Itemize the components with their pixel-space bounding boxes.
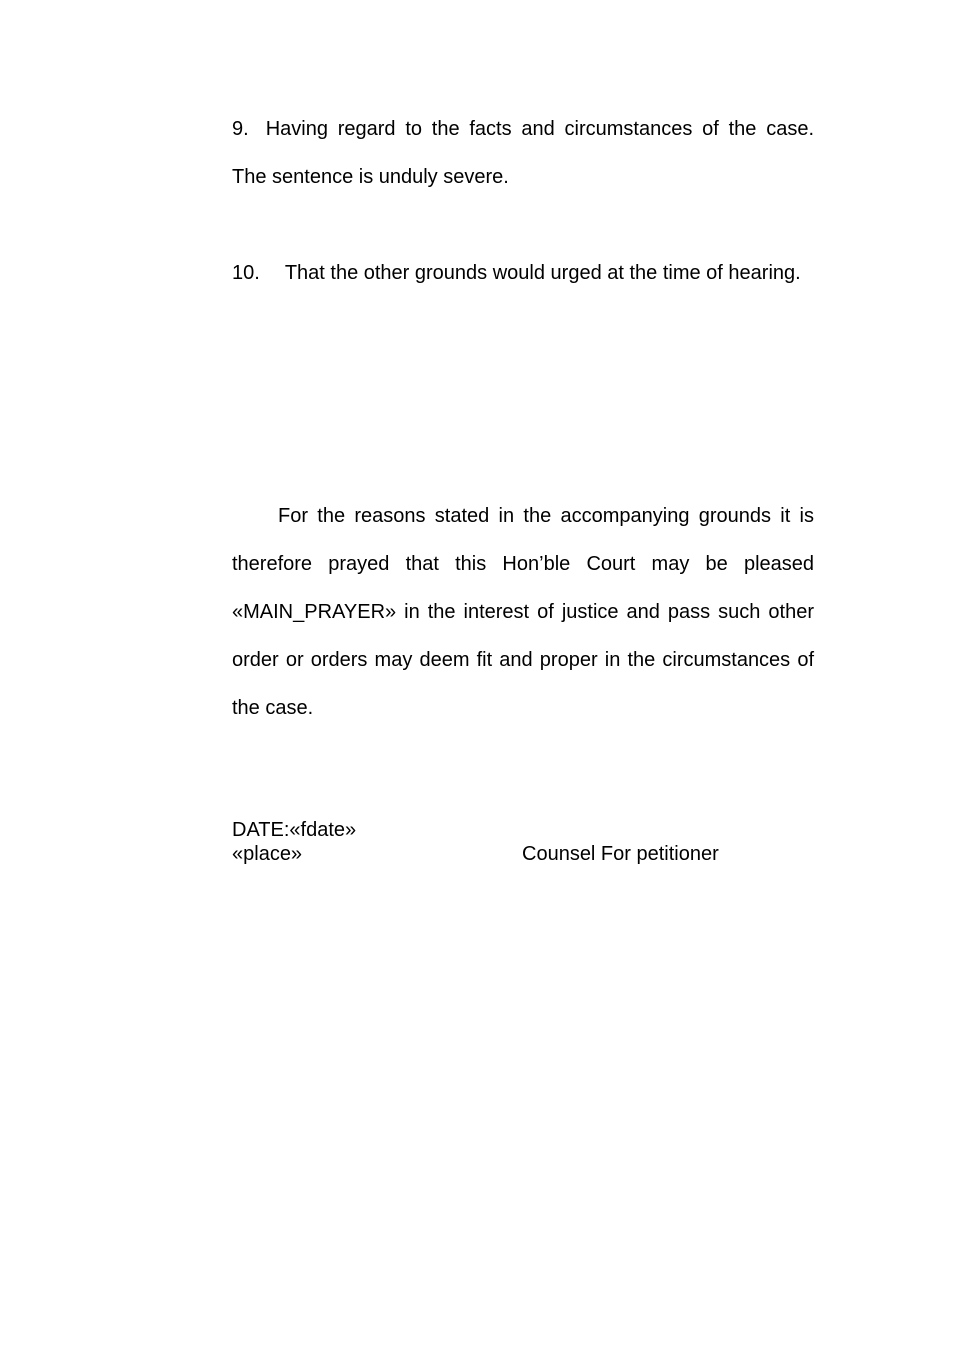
prayer-paragraph: For the reasons stated in the accompanying grounds it is therefore prayed that this Hon’ble Court may be pleased «MAIN_PRAYER» in the interest of justice and pass such other order or orders may deem fit and proper in the circumstances of the case. <box>232 505 814 719</box>
date-line: DATE:«fdate» <box>232 819 357 841</box>
ground-number: 9. <box>232 118 249 140</box>
counsel-signature-line: Counsel For petitioner <box>522 843 719 865</box>
place-line: «place» <box>232 843 303 865</box>
ground-number: 10. <box>232 262 260 284</box>
ground-paragraph-10 <box>232 249 814 297</box>
ground-text: That the other grounds would urged at the time of hearing. <box>284 262 801 284</box>
ground-text: Having regard to the facts and circumstances of the case. The sentence is unduly severe. <box>232 118 814 188</box>
ground-paragraph-9 <box>232 105 814 201</box>
